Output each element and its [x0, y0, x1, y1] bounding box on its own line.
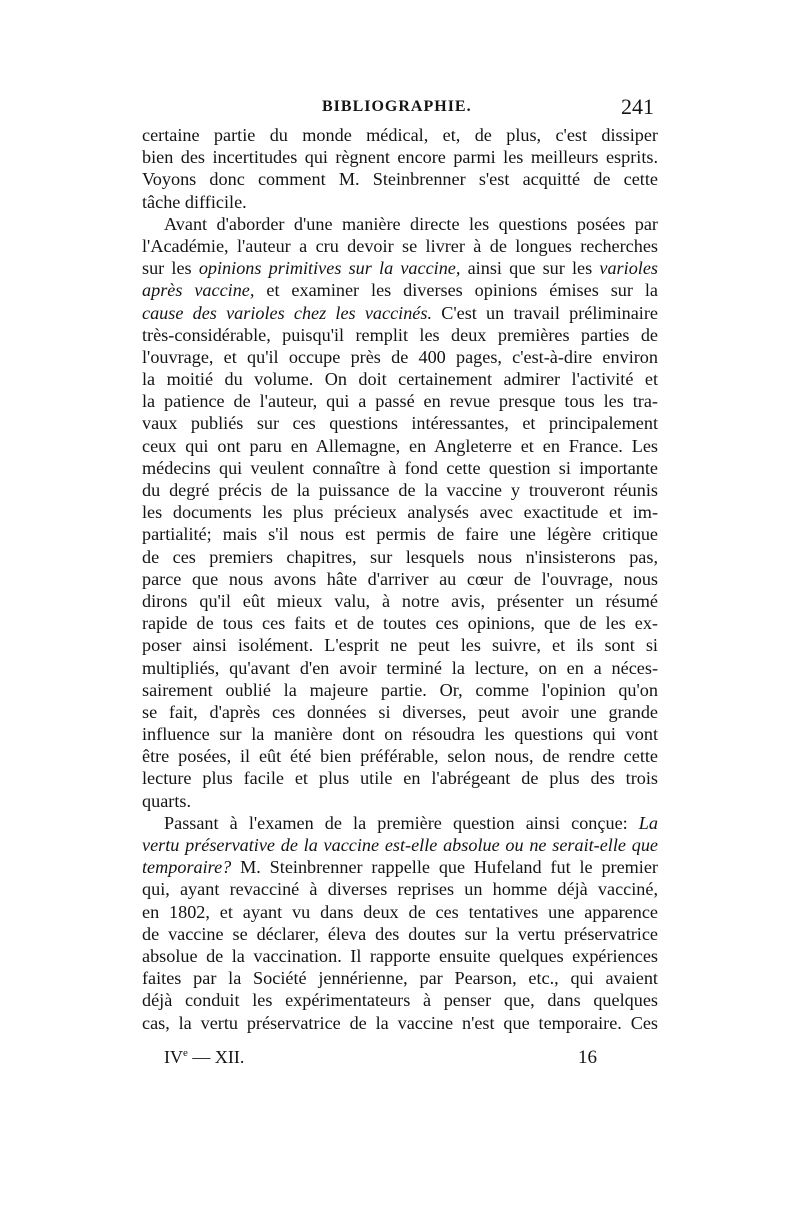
italic-text: vertu préservative de la vaccine est-elle absolue ou ne serait-elle que	[142, 835, 658, 855]
text-line	[142, 945, 658, 967]
text-line	[142, 124, 658, 146]
text-run: ceux qui ont paru en Allemagne, en Angleterre et en France. Les	[142, 435, 658, 456]
text-run: la patience de l'auteur, qui a passé en revue presque tous les tra-	[142, 391, 658, 412]
text-line	[142, 790, 658, 812]
text-run: influence sur la manière dont on résoudra les questions qui vont	[142, 724, 658, 745]
signature-mark-volume: IV	[164, 1047, 183, 1067]
text-run: M. Steinbrenner rappelle que Hufeland fut le premier	[231, 857, 658, 878]
italic-text: opinions primitives sur la vaccine,	[198, 258, 461, 279]
text-line	[142, 989, 658, 1011]
text-run: C'est un travail préliminaire	[432, 302, 658, 323]
text-run: cas, la vertu préservatrice de la vaccine n'est que temporaire. Ces	[142, 1012, 658, 1033]
text-line	[142, 612, 658, 634]
text-run: déjà conduit les expérimentateurs à penser que, dans quelques	[142, 990, 658, 1011]
text-line	[142, 745, 658, 767]
text-line	[142, 501, 658, 523]
signature-mark	[164, 1047, 244, 1068]
text-run: partialité; mais s'il nous est permis de faire une légère critique	[142, 524, 658, 545]
text-run: l'ouvrage, et qu'il occupe près de 400 pages, c'est-à-dire environ	[142, 346, 658, 367]
running-head	[142, 94, 658, 122]
text-line	[142, 479, 658, 501]
text-line	[142, 324, 658, 346]
text-line	[142, 235, 658, 257]
text-line	[142, 634, 658, 656]
italic-text: après vaccine,	[142, 280, 255, 301]
text-run: Avant d'aborder d'une manière directe les questions posées par	[164, 213, 658, 234]
text-line	[142, 856, 658, 878]
signature-mark-series: — XII.	[187, 1047, 245, 1067]
text-run: Passant à l'examen de la première question ainsi conçue:	[164, 812, 639, 833]
text-line	[142, 168, 658, 190]
text-line	[142, 412, 658, 434]
text-line	[142, 191, 658, 213]
text-run: rapide de tous ces faits et de toutes ces opinions, que de les ex-	[142, 613, 658, 634]
text-line	[142, 1012, 658, 1034]
text-line	[142, 368, 658, 390]
text-line	[142, 923, 658, 945]
text-run: Voyons donc comment M. Steinbrenner s'est acquitté de cette	[142, 169, 658, 190]
text-run: parce que nous avons hâte d'arriver au cœur de l'ouvrage, nous	[142, 568, 658, 589]
italic-text: La	[638, 812, 658, 833]
text-run: de vaccine se déclarer, éleva des doutes sur la vertu préservatrice	[142, 923, 658, 944]
text-line	[142, 146, 658, 168]
italic-text: varioles	[599, 258, 658, 279]
text-line	[142, 878, 658, 900]
text-run: quarts.	[142, 790, 191, 811]
italic-text: temporaire?	[142, 857, 232, 878]
text-line	[142, 257, 658, 279]
text-run: lecture plus facile et plus utile en l'abrégeant de plus des trois	[142, 768, 658, 789]
text-run: dirons qu'il eût mieux valu, à notre avis, présenter un résumé	[142, 590, 658, 611]
text-run: absolue de la vaccination. Il rapporte ensuite quelques expériences	[142, 945, 658, 966]
text-line	[142, 302, 658, 324]
text-run: sur les	[142, 258, 199, 279]
text-run: poser ainsi isolément. L'esprit ne peut les suivre, et ils sont si	[142, 635, 658, 656]
running-head-title: BIBLIOGRAPHIE.	[322, 98, 472, 115]
text-run: certaine partie du monde médical, et, de plus, c'est dissiper	[142, 125, 658, 145]
page-footer	[142, 1047, 658, 1071]
text-run: qui, ayant revacciné à diverses reprises un homme déjà vacciné,	[142, 879, 658, 900]
text-line	[142, 523, 658, 545]
text-line	[142, 901, 658, 923]
text-line	[142, 279, 658, 301]
text-run: sairement oublié la majeure partie. Or, comme l'opinion qu'on	[142, 679, 658, 700]
text-line	[142, 213, 658, 235]
text-line	[142, 834, 658, 856]
text-line	[142, 723, 658, 745]
body-text	[142, 124, 658, 1034]
text-line	[142, 546, 658, 568]
text-run: être posées, il eût été bien préférable, selon nous, de rendre cette	[142, 746, 658, 767]
text-run: l'Académie, l'auteur a cru devoir se livrer à de longues recherches	[142, 235, 658, 256]
text-run: se fait, d'après ces données si diverses, peut avoir une grande	[142, 701, 658, 722]
text-run: la moitié du volume. On doit certainement admirer l'activité et	[142, 369, 658, 390]
text-line	[142, 590, 658, 612]
text-line	[142, 967, 658, 989]
text-line	[142, 435, 658, 457]
text-line	[142, 390, 658, 412]
text-run: ainsi que sur les	[460, 258, 600, 279]
text-run: médecins qui veulent connaître à fond cette question si importante	[142, 457, 658, 478]
text-run: et examiner les diverses opinions émises sur la	[254, 280, 658, 301]
text-run: les documents les plus précieux analysés avec exactitude et im-	[142, 502, 658, 523]
text-line	[142, 679, 658, 701]
text-line	[142, 812, 658, 834]
text-run: multipliés, qu'avant d'en avoir terminé la lecture, on en a néces-	[142, 657, 658, 678]
page-number: 241	[621, 94, 654, 119]
text-run: tâche difficile.	[142, 191, 247, 212]
text-run: vaux publiés sur ces questions intéressantes, et principalement	[142, 413, 658, 434]
text-line	[142, 568, 658, 590]
italic-text: cause des varioles chez les vaccinés.	[142, 302, 432, 323]
text-run: très-considérable, puisqu'il remplit les deux premières parties de	[142, 324, 658, 345]
text-run: bien des incertitudes qui règnent encore parmi les meilleurs esprits.	[142, 147, 658, 168]
signature-mark-sup: e	[183, 1047, 188, 1059]
text-line	[142, 767, 658, 789]
text-line	[142, 701, 658, 723]
text-line	[142, 457, 658, 479]
text-line	[142, 657, 658, 679]
text-line	[142, 346, 658, 368]
text-run: du degré précis de la puissance de la vaccine y trouveront réunis	[142, 480, 658, 500]
text-run: faites par la Société jennérienne, par Pearson, etc., qui avaient	[142, 968, 658, 989]
text-run: de ces premiers chapitres, sur lesquels nous n'insisterons pas,	[142, 546, 658, 567]
text-run: en 1802, et ayant vu dans deux de ces tentatives une apparence	[142, 901, 658, 922]
sheet-number: 16	[578, 1047, 597, 1068]
